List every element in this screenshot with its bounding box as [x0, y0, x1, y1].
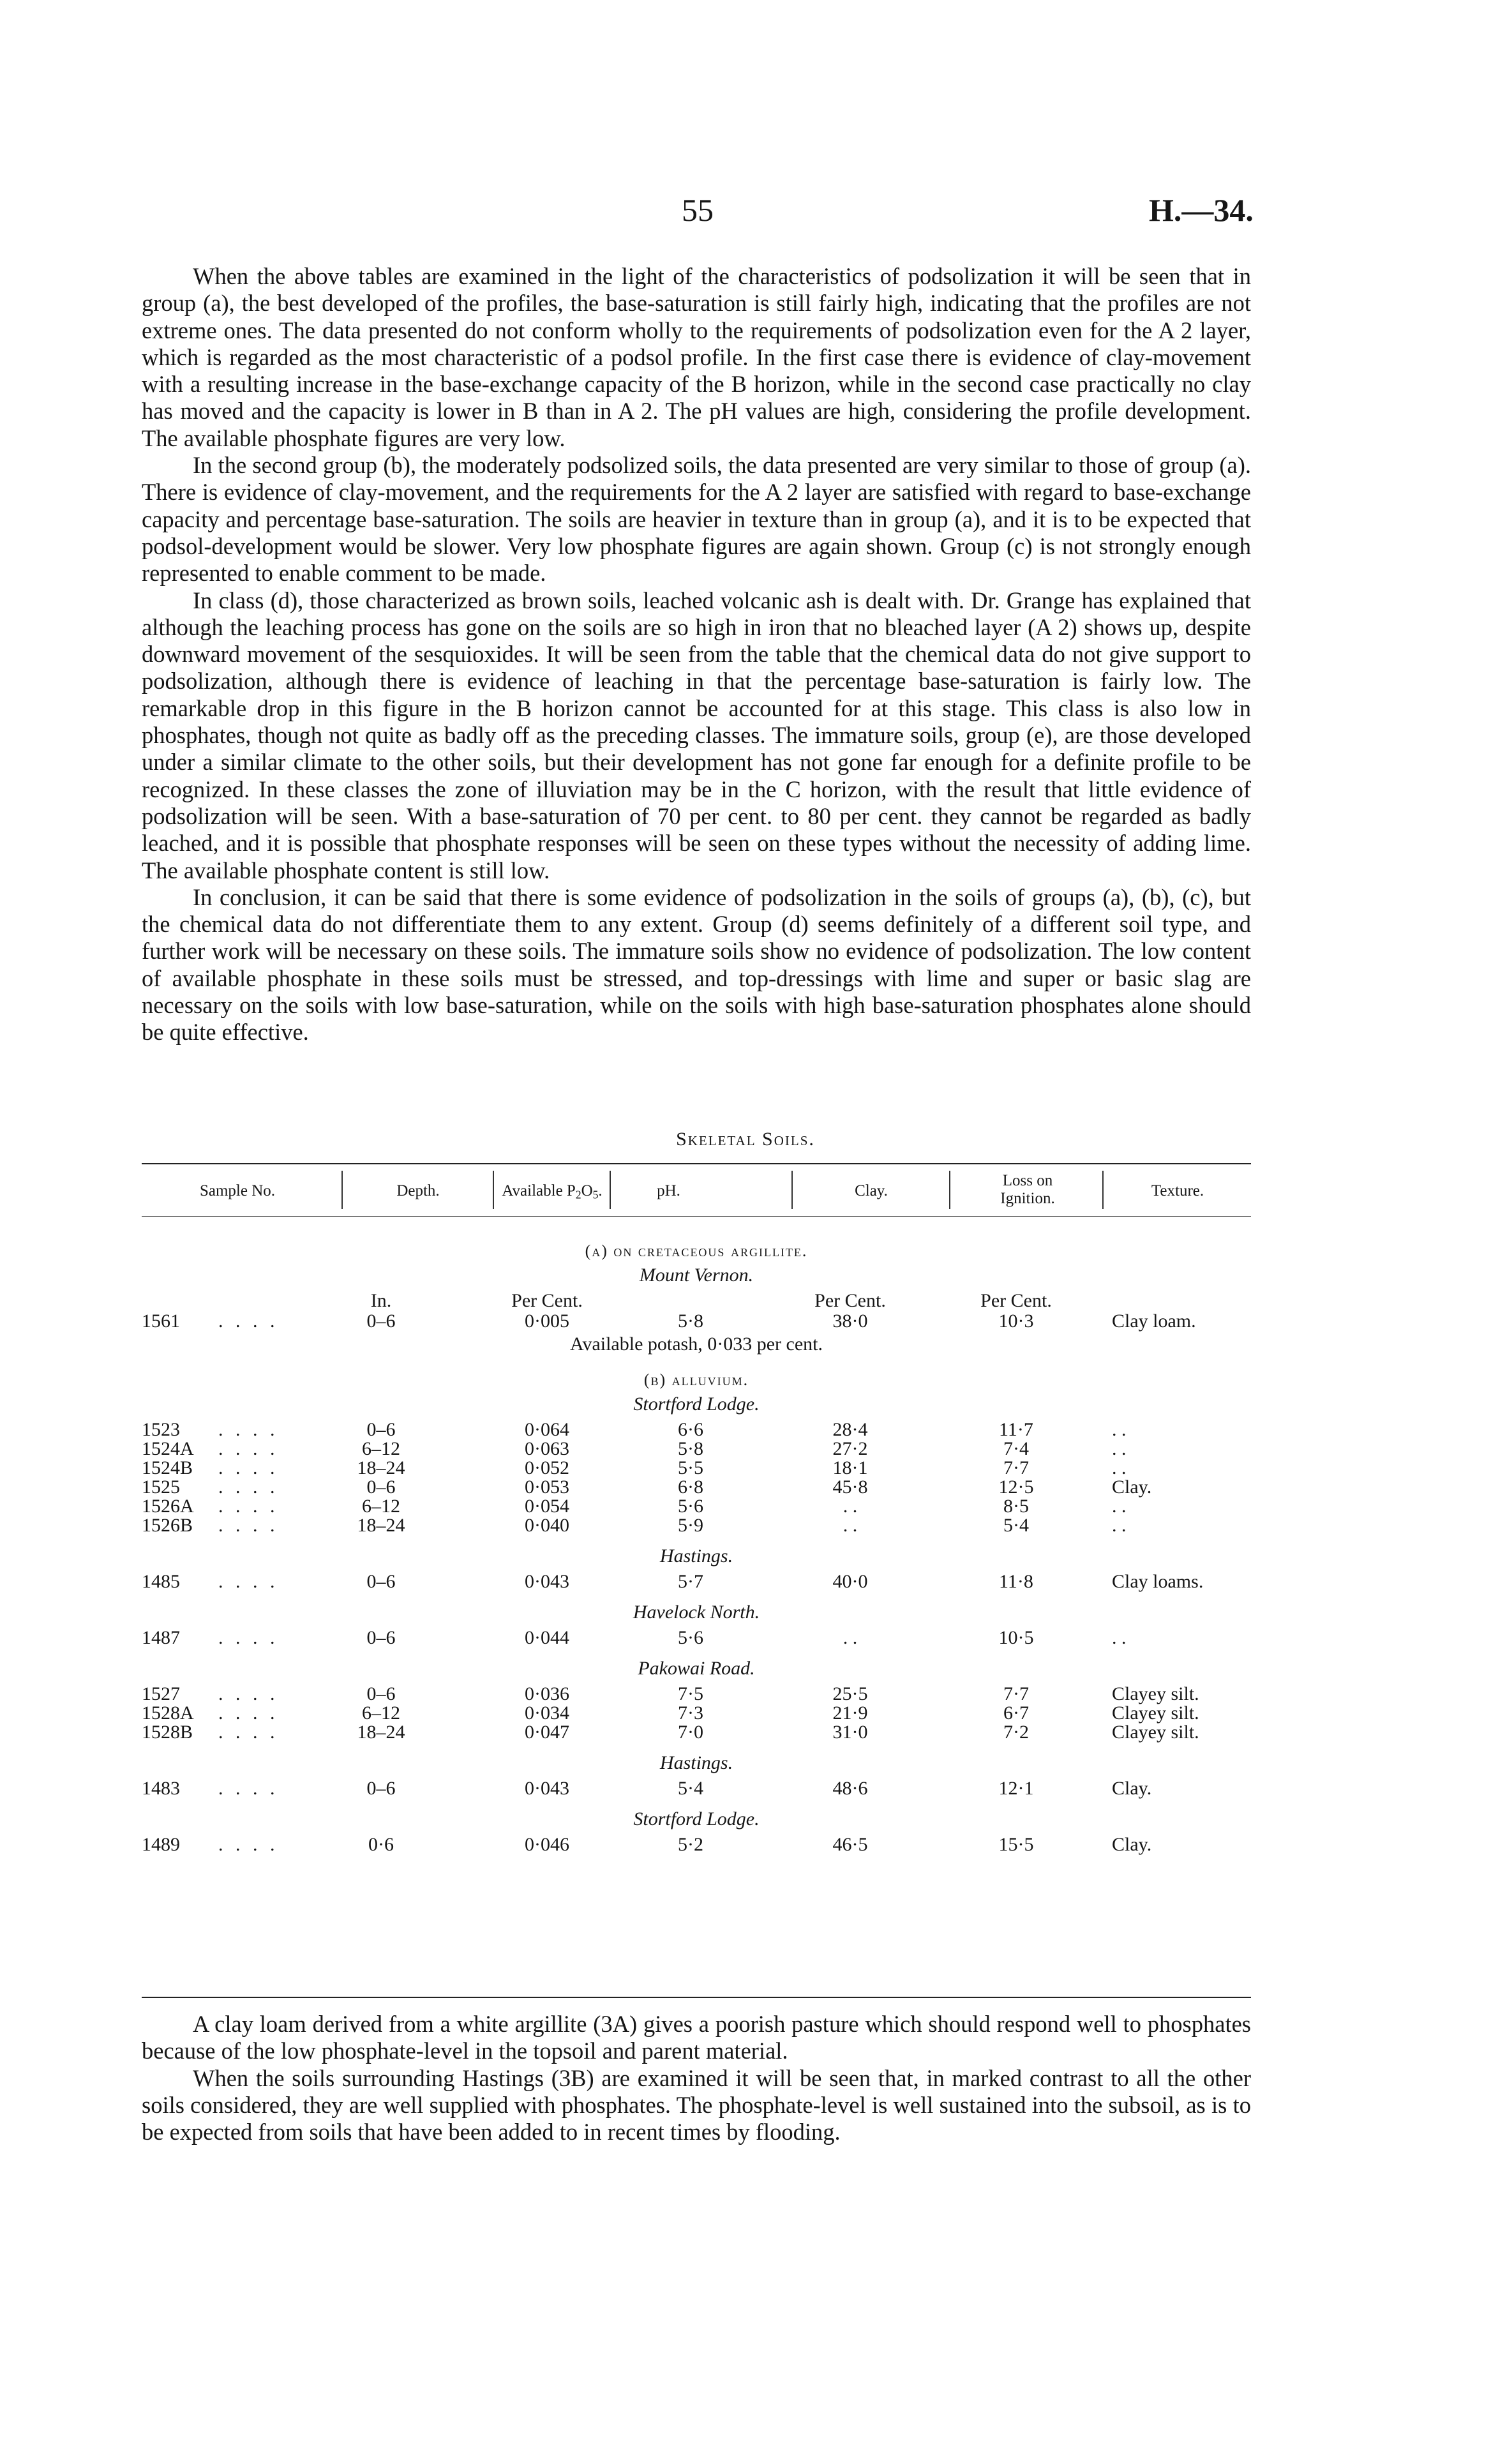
group-heading-a: (a) on cretaceous argillite. [585, 1242, 808, 1260]
cell-loss: 7·4 [1003, 1438, 1029, 1459]
cell-depth: 0–6 [366, 1683, 396, 1704]
cell-ph: 7·3 [678, 1702, 703, 1724]
cell-clay: 18·1 [832, 1457, 868, 1478]
col-header-p2o5 [495, 1182, 610, 1203]
cell-clay: . . [843, 1627, 858, 1648]
location-heading: Stortford Lodge. [633, 1394, 760, 1415]
cell-loss: 11·7 [999, 1419, 1033, 1440]
cell-clay: 38·0 [832, 1311, 868, 1332]
table-note: Available potash, 0·033 per cent. [570, 1333, 823, 1355]
cell-loss: 12·1 [998, 1778, 1034, 1799]
table-row [142, 1312, 1251, 1331]
table-row [142, 1420, 1251, 1439]
table-row [142, 1704, 1251, 1723]
cell-texture: . . [1112, 1419, 1127, 1440]
cell-depth: 0–6 [366, 1311, 396, 1332]
cell-loss: 5·4 [1003, 1515, 1029, 1536]
cell-leader: . . . . [218, 1438, 279, 1459]
cell-p2o5: 0·044 [525, 1627, 569, 1648]
page-number: 55 [682, 192, 714, 228]
cell-ph: 5·4 [678, 1778, 703, 1799]
cell-texture: Clay. [1112, 1778, 1152, 1799]
paragraph: In class (d), those characterized as brown soils, leached volcanic ash is dealt with. Dr. Grange has explained that although the leaching process has gone on the soils are so high in iron that no bleached layer (A 2) shows up, despite downward movement of the sesquioxides. It will be seen from the table that the chemical data do not give support to podsolization, although there is evidence of leaching in that the percentage base-saturation is fairly low. The remarkable drop in this figure in the B horizon cannot be accounted for at this stage. This class is also low in phosphates, though not quite as badly off as the preceding classes. The immature soils, group (e), are those developed under a similar climate to the other soils, but their development has not gone far enough for a definite profile to be recognized. In these classes the zone of illuviation may be in the C horizon, with the result that little evidence of podsolization will be seen. With a base-saturation of 70 per cent. to 80 per cent. they cannot be regarded as badly leached, and it is possible that phosphate responses will be seen on these types without the necessity of adding lime. The available phosphate content is still low. [142, 587, 1251, 883]
col-header-loss [951, 1172, 1104, 1208]
location-heading: Hastings. [659, 1545, 733, 1566]
cell-ph: 5·5 [678, 1457, 703, 1478]
header-divider [791, 1171, 793, 1209]
unit-p2o5: Per Cent. [511, 1290, 583, 1311]
cell-depth: 18–24 [357, 1457, 405, 1478]
cell-clay: 31·0 [832, 1722, 868, 1743]
cell-sample: 1526B [142, 1515, 193, 1536]
cell-leader: . . . . [218, 1419, 279, 1440]
cell-depth: 0·6 [368, 1834, 394, 1855]
cell-leader: . . . . [218, 1571, 279, 1592]
cell-ph: 5·6 [678, 1496, 703, 1517]
cell-ph: 6·6 [678, 1419, 703, 1440]
cell-loss: 8·5 [1003, 1496, 1029, 1517]
table-row [142, 1439, 1251, 1459]
cell-clay: . . [843, 1496, 858, 1517]
p2o5-period: . [598, 1182, 603, 1199]
cell-loss: 10·3 [998, 1311, 1034, 1332]
header-divider [341, 1171, 343, 1209]
cell-clay: 45·8 [832, 1476, 868, 1498]
cell-sample: 1526A [142, 1496, 194, 1517]
cell-ph: 5·7 [678, 1571, 703, 1592]
cell-clay: 27·2 [832, 1438, 868, 1459]
header-divider [949, 1171, 950, 1209]
paragraph: When the above tables are examined in the light of the characteristics of podsolization it will be seen that in group (a), the best developed of the profiles, the base-saturation is still fairly high, indicating that the profiles are not extreme ones. The data presented do not conform wholly to the requirements of podsolization even for the A 2 layer, which is regarded as the most characteristic of a podsol profile. In the first case there is evidence of clay-movement with a resulting increase in the base-exchange capacity of the B horizon, while in the second case practically no clay has moved and the capacity is lower in B than in A 2. The pH values are high, considering the profile development. The available phosphate figures are very low. [142, 263, 1251, 451]
paragraph: In conclusion, it can be said that there is some evidence of podsolization in the soils of groups (a), (b), (c), but the chemical data do not differentiate them to any extent. Group (d) seems definitely of a different soil type, and further work will be necessary on these soils. The immature soils show no evidence of podsolization. The low content of available phosphate in these soils must be stressed, and top-dressings with lime and super or basic slag are necessary on the soils with low base-saturation, while on the soils with high base-saturation phosphates alone should be quite effective. [142, 883, 1251, 1046]
table-header-rule [142, 1216, 1251, 1217]
table-body [142, 1235, 1251, 1854]
cell-p2o5: 0·053 [525, 1476, 569, 1498]
cell-loss: 6·7 [1003, 1702, 1029, 1724]
table-row [142, 1459, 1251, 1478]
cell-ph: 7·5 [678, 1683, 703, 1704]
cell-texture: Clayey silt. [1112, 1702, 1199, 1724]
cell-ph: 5·8 [678, 1311, 703, 1332]
cell-leader: . . . . [218, 1496, 279, 1517]
cell-texture: Clay. [1112, 1476, 1152, 1498]
cell-loss: 7·7 [1003, 1683, 1029, 1704]
table-row [142, 1835, 1251, 1854]
cell-sample: 1489 [142, 1834, 180, 1855]
cell-texture: . . [1112, 1457, 1127, 1478]
cell-p2o5: 0·043 [525, 1571, 569, 1592]
col-header-sample: Sample No. [199, 1182, 276, 1199]
cell-leader: . . . . [218, 1683, 279, 1704]
cell-p2o5: 0·047 [525, 1722, 569, 1743]
cell-p2o5: 0·034 [525, 1702, 569, 1724]
cell-p2o5: 0·052 [525, 1457, 569, 1478]
paragraph: In the second group (b), the moderately podsolized soils, the data presented are very similar to those of group (a). There is evidence of clay-movement, and the requirements for the A 2 layer are satisfied with regard to base-exchange capacity and percentage base-saturation. The soils are heavier in texture than in group (a), and it is to be expected that podsol-development would be slower. Very low phosphate figures are again shown. Group (c) is not strongly enough represented to enable comment to be made. [142, 452, 1251, 587]
col-header-ph: pH. [657, 1182, 680, 1199]
cell-sample: 1525 [142, 1476, 180, 1498]
cell-depth: 6–12 [362, 1438, 400, 1459]
cell-depth: 0–6 [366, 1571, 396, 1592]
cell-leader: . . . . [218, 1476, 279, 1498]
body-text [142, 263, 1251, 1046]
unit-clay: Per Cent. [814, 1290, 886, 1311]
cell-loss: 12·5 [998, 1476, 1034, 1498]
cell-depth: 0–6 [366, 1778, 396, 1799]
table-row [142, 1685, 1251, 1704]
cell-clay: 28·4 [832, 1419, 868, 1440]
cell-p2o5: 0·063 [525, 1438, 569, 1459]
cell-p2o5: 0·036 [525, 1683, 569, 1704]
cell-sample: 1485 [142, 1571, 180, 1592]
paragraph: When the soils surrounding Hastings (3B) are examined it will be seen that, in marked contrast to all the other soils considered, they are well supplied with phosphates. The phosphate-level is well sustained into the subsoil, as is to be expected from soils that have been added to in recent times by flooding. [142, 2064, 1251, 2145]
loss-header-line1: Loss on [1002, 1172, 1053, 1189]
location-heading: Havelock North. [633, 1602, 760, 1623]
table-top-rule [142, 1163, 1251, 1164]
cell-sample: 1561 [142, 1311, 180, 1332]
cell-sample: 1487 [142, 1627, 180, 1648]
cell-clay: 46·5 [832, 1834, 868, 1855]
cell-depth: 6–12 [362, 1496, 400, 1517]
cell-leader: . . . . [218, 1515, 279, 1536]
cell-texture: . . [1112, 1496, 1127, 1517]
cell-sample: 1528B [142, 1722, 193, 1743]
cell-clay: . . [843, 1515, 858, 1536]
cell-depth: 18–24 [357, 1515, 405, 1536]
cell-sample: 1483 [142, 1778, 180, 1799]
cell-sample: 1527 [142, 1683, 180, 1704]
cell-clay: 25·5 [832, 1683, 868, 1704]
cell-sample: 1528A [142, 1702, 194, 1724]
p2o5-o: O [581, 1182, 593, 1199]
table-row [142, 1478, 1251, 1497]
table-row [142, 1572, 1251, 1591]
cell-sample: 1524B [142, 1457, 193, 1478]
group-heading-b: (b) alluvium. [643, 1371, 749, 1389]
cell-ph: 5·9 [678, 1515, 703, 1536]
unit-loss: Per Cent. [980, 1290, 1052, 1311]
table-row [142, 1497, 1251, 1516]
table-row [142, 1516, 1251, 1535]
cell-clay: 48·6 [832, 1778, 868, 1799]
closing-text [142, 2011, 1251, 2145]
cell-texture: . . [1112, 1627, 1127, 1648]
cell-p2o5: 0·005 [525, 1311, 569, 1332]
location-heading: Mount Vernon. [639, 1265, 754, 1286]
p2o5-sub-2: 2 [575, 1188, 581, 1201]
cell-p2o5: 0·054 [525, 1496, 569, 1517]
cell-ph: 6·8 [678, 1476, 703, 1498]
cell-ph: 5·2 [678, 1834, 703, 1855]
p2o5-text: Available P [502, 1182, 576, 1199]
col-header-depth: Depth. [396, 1182, 440, 1199]
table-bottom-rule [142, 1997, 1251, 1998]
table-row [142, 1628, 1251, 1648]
cell-ph: 5·8 [678, 1438, 703, 1459]
cell-depth: 6–12 [362, 1702, 400, 1724]
cell-depth: 0–6 [366, 1627, 396, 1648]
table-row [142, 1723, 1251, 1742]
unit-depth: In. [370, 1290, 392, 1311]
paragraph: A clay loam derived from a white argillite (3A) gives a poorish pasture which should respond well to phosphates because of the low phosphate-level in the topsoil and parent material. [142, 2011, 1251, 2064]
cell-depth: 0–6 [366, 1419, 396, 1440]
cell-texture: . . [1112, 1515, 1127, 1536]
cell-ph: 7·0 [678, 1722, 703, 1743]
cell-leader: . . . . [218, 1778, 279, 1799]
table-title: Skeletal Soils. [676, 1129, 815, 1150]
cell-leader: . . . . [218, 1311, 279, 1332]
cell-texture: Clayey silt. [1112, 1722, 1199, 1743]
cell-ph: 5·6 [678, 1627, 703, 1648]
cell-leader: . . . . [218, 1834, 279, 1855]
cell-clay: 40·0 [832, 1571, 868, 1592]
location-heading: Stortford Lodge. [633, 1808, 760, 1829]
cell-p2o5: 0·040 [525, 1515, 569, 1536]
cell-leader: . . . . [218, 1722, 279, 1743]
cell-loss: 11·8 [999, 1571, 1033, 1592]
cell-leader: . . . . [218, 1627, 279, 1648]
header-divider [1102, 1171, 1104, 1209]
cell-depth: 0–6 [366, 1476, 396, 1498]
cell-texture: Clayey silt. [1112, 1683, 1199, 1704]
cell-loss: 15·5 [998, 1834, 1034, 1855]
cell-texture: Clay. [1112, 1834, 1152, 1855]
p2o5-sub-5: 5 [592, 1188, 599, 1201]
cell-texture: Clay loam. [1112, 1311, 1196, 1332]
cell-texture: Clay loams. [1112, 1571, 1204, 1592]
cell-sample: 1523 [142, 1419, 180, 1440]
cell-sample: 1524A [142, 1438, 194, 1459]
cell-depth: 18–24 [357, 1722, 405, 1743]
cell-loss: 7·7 [1003, 1457, 1029, 1478]
cell-leader: . . . . [218, 1702, 279, 1724]
document-code: H.—34. [1149, 192, 1254, 228]
col-header-clay: Clay. [855, 1182, 888, 1199]
location-heading: Pakowai Road. [638, 1658, 755, 1679]
units-row [142, 1291, 1251, 1312]
cell-p2o5: 0·046 [525, 1834, 569, 1855]
cell-texture: . . [1112, 1438, 1127, 1459]
col-header-texture: Texture. [1151, 1182, 1204, 1199]
cell-p2o5: 0·043 [525, 1778, 569, 1799]
header-divider [493, 1171, 494, 1209]
header-divider [610, 1171, 611, 1209]
cell-leader: . . . . [218, 1457, 279, 1478]
cell-loss: 7·2 [1003, 1722, 1029, 1743]
cell-p2o5: 0·064 [525, 1419, 569, 1440]
loss-header-line2: Ignition. [1000, 1190, 1055, 1207]
cell-loss: 10·5 [998, 1627, 1034, 1648]
table-row [142, 1779, 1251, 1798]
cell-clay: 21·9 [832, 1702, 868, 1724]
location-heading: Hastings. [659, 1752, 733, 1773]
page-header [0, 192, 1491, 236]
